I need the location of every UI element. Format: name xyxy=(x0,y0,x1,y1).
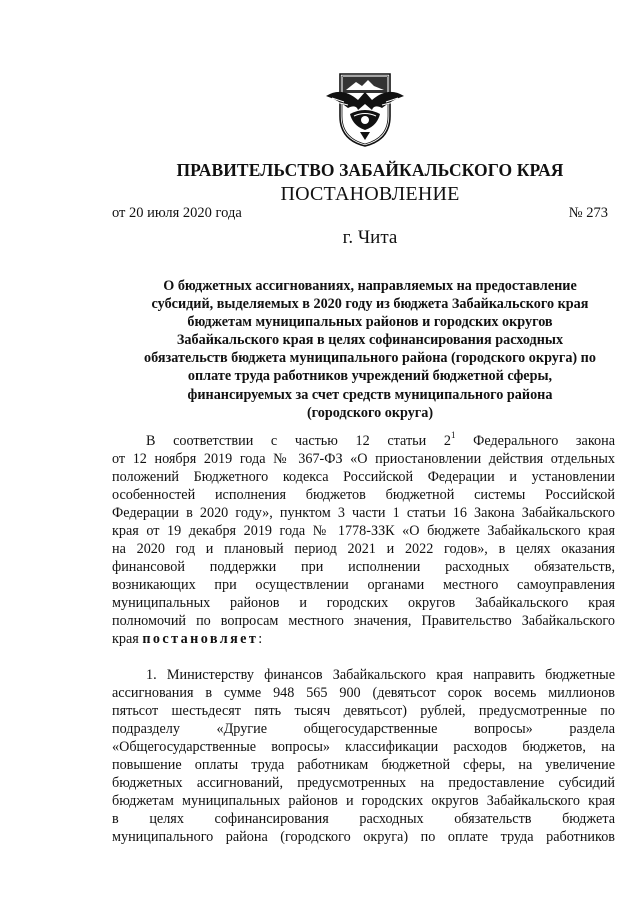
superscript: 1 xyxy=(450,430,456,441)
preamble-line: возникающих при осуществлении органами местного самоуправления xyxy=(112,577,615,593)
preamble-line: финансовой поддержки при исполнении расходных обязательств, xyxy=(112,559,615,575)
subject-line: (городского округа) xyxy=(306,404,434,421)
item-1-line: бюджетам муниципальных районов и городских округов Забайкальского края xyxy=(112,793,615,809)
government-name: ПРАВИТЕЛЬСТВО ЗАБАЙКАЛЬСКОГО КРАЯ xyxy=(176,160,564,180)
preamble-line: на 2020 год и плановый период 2021 и 2022 годов», в целях оказания xyxy=(112,541,615,557)
preamble-line-text: В соответствии с частью 12 статьи 2 xyxy=(146,433,451,449)
document-subject xyxy=(110,277,630,422)
preamble-line-text: Федерального закона xyxy=(455,433,615,449)
item-1-line: «Общегосударственные вопросы» классификации расходов бюджетов, на xyxy=(112,739,615,755)
subject-line: оплате труда работников учреждений бюджетной сферы, xyxy=(187,368,553,385)
document-body xyxy=(112,432,615,846)
item-1-line: пятьсот шестьдесят пять тысяч девятьсот) рублей, предусмотренные по xyxy=(112,703,615,719)
item-1-line: 1. Министерству финансов Забайкальского края направить бюджетные xyxy=(146,667,615,683)
preamble-line: муниципальных районов и городских округов Забайкальского края xyxy=(112,595,615,611)
preamble-line: от 12 ноября 2019 года № 367-ФЗ «О приостановлении действия отдельных xyxy=(112,451,615,467)
subject-line: финансируемых за счет средств муниципального района xyxy=(187,386,553,403)
preamble-line: края от 19 декабря 2019 года № 1778-ЗЗК «О бюджете Забайкальского края xyxy=(112,523,615,539)
item-1-line: подразделу «Другие общегосударственные вопросы» раздела xyxy=(112,721,615,737)
subject-line: бюджетам муниципальных районов и городских округов xyxy=(187,314,553,331)
resolution-verb: постановляет xyxy=(142,631,259,647)
preamble-line-text: края xyxy=(112,631,143,647)
preamble-line-text: : xyxy=(258,631,263,647)
subject-line: субсидий, выделяемых в 2020 году из бюджета Забайкальского края xyxy=(151,296,589,313)
preamble-line: полномочий по вопросам местного значения, Правительство Забайкальского xyxy=(112,613,615,629)
subject-line: Забайкальского края в целях софинансирования расходных xyxy=(176,332,564,349)
item-1-line: повышение оплаты труда работникам бюджетной сферы, на увеличение xyxy=(112,757,615,773)
document-number: № 273 xyxy=(568,205,608,221)
paragraph-gap xyxy=(112,648,615,666)
subject-line: О бюджетных ассигнованиях, направляемых на предоставление xyxy=(163,278,577,294)
preamble-last-line xyxy=(112,630,615,648)
item-1-line: муниципального района (городского округа) по оплате труда работников xyxy=(112,829,615,845)
coat-of-arms-icon xyxy=(322,70,408,148)
document-city: г. Чита xyxy=(342,227,398,248)
preamble-line xyxy=(112,432,615,450)
preamble-line: Федерации в 2020 году», пунктом 3 части 1 статьи 16 Закона Забайкальского xyxy=(112,505,615,521)
item-1-line: в целях софинансирования расходных обязательств бюджета xyxy=(112,811,615,827)
item-1-line: ассигнования в сумме 948 565 900 (девятьсот сорок восемь миллионов xyxy=(112,685,615,701)
document-date: от 20 июля 2020 года xyxy=(112,205,242,221)
item-1-line: бюджетных ассигнований, предусмотренных на предоставление субсидий xyxy=(112,775,615,791)
subject-line: обязательств бюджета муниципального района (городского округа) по xyxy=(144,350,596,367)
preamble-line: особенностей исполнения бюджетов бюджетной системы Российской xyxy=(112,487,615,503)
document-type: ПОСТАНОВЛЕНИЕ xyxy=(280,183,460,205)
preamble-line: положений Бюджетного кодекса Российской Федерации и установлении xyxy=(112,469,615,485)
